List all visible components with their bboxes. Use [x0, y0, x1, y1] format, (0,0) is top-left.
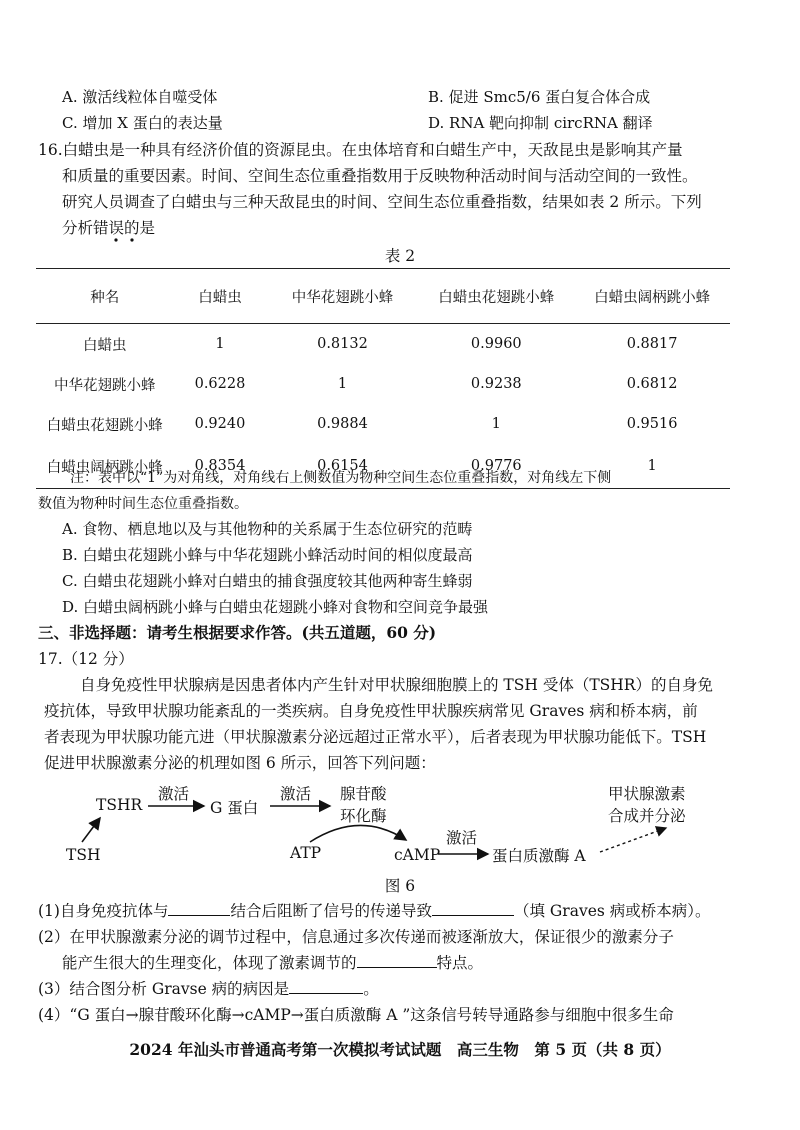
table-cell: 0.9240	[194, 416, 246, 432]
label-pka: 蛋白质激酶 A	[492, 847, 586, 865]
q17-sub-3	[38, 978, 379, 1000]
q16-option-c: C. 白蜡虫花翅跳小蜂对白蜡虫的捕食强度较其他两种寄生蜂弱	[62, 572, 473, 590]
table-cell: 1	[215, 336, 225, 352]
emphasis-dots	[108, 236, 148, 244]
q17-sub-3-part-a: (3）结合图分析 Gravse 病的病因是	[38, 980, 290, 998]
table-note-line-1: 注：表中以“1”为对角线，对角线右上侧数值为物种空间生态位重叠指数，对角线左下侧	[70, 470, 612, 486]
section-3-heading: 三、非选择题：请考生根据要求作答。(共五道题，60 分)	[38, 623, 437, 642]
table-cell: 0.6812	[626, 376, 678, 392]
table-note-line-2: 数值为物种时间生态位重叠指数。	[38, 496, 248, 512]
arrow-tsh-to-tshr	[82, 818, 100, 842]
table-row	[36, 364, 730, 404]
table-cell: 0.9516	[626, 416, 678, 432]
table-header-cell: 白蜡虫	[173, 269, 266, 324]
table-cell: 中华花翅跳小蜂	[53, 377, 156, 394]
q16-stem-line-3: 研究人员调查了白蜡虫与三种天敌昆虫的时间、空间生态位重叠指数，结果如表 2 所示。下列	[62, 193, 702, 211]
q17-sub-4: (4）“G 蛋白→腺苷酸环化酶→cAMP→蛋白质激酶 A ”这条信号转导通路参与细胞中很多生命	[38, 1006, 674, 1024]
label-activate-1: 激活	[158, 785, 190, 803]
label-tsh: TSH	[66, 846, 101, 864]
arrow-pka-to-hormone	[600, 828, 666, 852]
prev-option-a: A. 激活线粒体自噬受体	[62, 88, 218, 106]
q16-option-a: A. 食物、栖息地以及与其他物种的关系属于生态位研究的范畴	[62, 520, 473, 538]
label-tshr: TSHR	[96, 796, 143, 814]
q17-sub-2-part-b: 能产生很大的生理变化，体现了激素调节的	[62, 954, 357, 972]
q17-sub-2-line-1: (2）在甲状腺激素分泌的调节过程中，信息通过多次传递而被逐渐放大，保证很少的激素分子	[38, 928, 674, 946]
table-row	[36, 324, 730, 365]
label-adenylate-cyclase-2: 环化酶	[340, 807, 387, 825]
q17-sub-2-line-2	[62, 952, 483, 974]
table-cell: 1	[491, 416, 501, 432]
q17-sub-3-part-b: 。	[363, 980, 379, 998]
niche-overlap-table	[36, 268, 730, 489]
q16-option-d: D. 白蜡虫阔柄跳小蜂与白蜡虫花翅跳小蜂对食物和空间竞争最强	[62, 598, 489, 616]
arrow-atp-to-camp	[310, 825, 406, 842]
table-caption: 表 2	[384, 247, 416, 265]
label-camp: cAMP	[394, 846, 441, 864]
label-hormone-1: 甲状腺激素	[608, 785, 686, 803]
answer-blank[interactable]	[432, 901, 514, 916]
table-cell: 白蜡虫花翅跳小蜂	[46, 417, 163, 434]
signaling-pathway-diagram	[60, 776, 740, 868]
answer-blank[interactable]	[289, 979, 363, 994]
table-cell: 0.6154	[267, 444, 419, 489]
q17-sub-1-part-b: 结合后阻断了信号的传递导致	[230, 902, 432, 920]
prev-option-b: B. 促进 Smc5/6 蛋白复合体合成	[428, 88, 651, 106]
page-footer: 2024 年汕头市普通高考第一次模拟考试试题 高三生物 第 5 页（共 8 页）	[129, 1040, 671, 1059]
table-cell: 0.8132	[317, 336, 368, 352]
table-cell: 1	[574, 444, 730, 489]
table-cell: 白蜡虫阔柄跳小蜂	[36, 444, 173, 489]
answer-blank[interactable]	[357, 953, 437, 968]
table-cell: 0.9776	[418, 444, 574, 489]
table-cell: 0.9884	[317, 416, 368, 432]
prev-option-d: D. RNA 靶向抑制 circRNA 翻译	[428, 114, 653, 132]
figure-caption: 图 6	[384, 877, 416, 895]
q17-para-line-4: 促进甲状腺激素分泌的机理如图 6 所示，回答下列问题：	[44, 754, 436, 772]
table-cell: 0.9238	[470, 376, 522, 392]
table-header-cell: 种名	[36, 269, 173, 324]
answer-blank[interactable]	[168, 901, 230, 916]
label-activate-3: 激活	[446, 829, 478, 847]
q17-sub-1-part-c: （填 Graves 病或桥本病）。	[513, 902, 711, 920]
table-cell: 1	[337, 376, 348, 392]
q16-stem-line-4: 分析错误的是	[62, 219, 156, 237]
table-header-cell: 白蜡虫花翅跳小蜂	[418, 269, 574, 324]
q17-para-line-3: 者表现为甲状腺功能亢进（甲状腺激素分泌远超过正常水平），后者表现为甲状腺功能低下。TSH	[44, 728, 707, 746]
table-cell: 0.6228	[194, 376, 246, 392]
q16-option-b: B. 白蜡虫花翅跳小蜂与中华花翅跳小蜂活动时间的相似度最高	[62, 546, 473, 564]
q16-stem-line-2: 和质量的重要因素。时间、空间生态位重叠指数用于反映物种活动时间与活动空间的一致性。	[62, 167, 698, 185]
table-cell: 白蜡虫	[82, 337, 127, 354]
q17-sub-1-part-a: (1)自身免疫抗体与	[38, 902, 169, 920]
label-activate-2: 激活	[280, 785, 312, 803]
q17-para-line-1: 自身免疫性甲状腺病是因患者体内产生针对甲状腺细胞膜上的 TSH 受体（TSHR）的自身免	[80, 676, 713, 694]
q17-sub-1	[38, 900, 711, 922]
label-g-protein: G 蛋白	[210, 799, 259, 817]
table-row	[36, 404, 730, 444]
table-cell: 0.8354	[173, 444, 266, 489]
prev-option-c: C. 增加 X 蛋白的表达量	[62, 114, 223, 132]
q17-header: 17.（12 分）	[38, 650, 134, 668]
table-header-cell: 中华花翅跳小蜂	[267, 269, 419, 324]
q17-para-line-2: 疫抗体，导致甲状腺功能紊乱的一类疾病。自身免疫性甲状腺疾病常见 Graves 病和桥本病，前	[44, 702, 698, 720]
q17-sub-2-part-c: 特点。	[436, 954, 484, 972]
q16-stem-line-1: 16.白蜡虫是一种具有经济价值的资源昆虫。在虫体培育和白蜡生产中，天敌昆虫是影响其产量	[38, 141, 683, 159]
label-atp: ATP	[290, 844, 322, 862]
label-adenylate-cyclase-1: 腺苷酸	[340, 785, 387, 803]
table-header-row	[36, 269, 730, 324]
table-cell: 0.8817	[626, 336, 678, 352]
table-header-cell: 白蜡虫阔柄跳小蜂	[574, 269, 730, 324]
table-cell: 0.9960	[470, 336, 522, 352]
label-hormone-2: 合成并分泌	[608, 807, 686, 825]
